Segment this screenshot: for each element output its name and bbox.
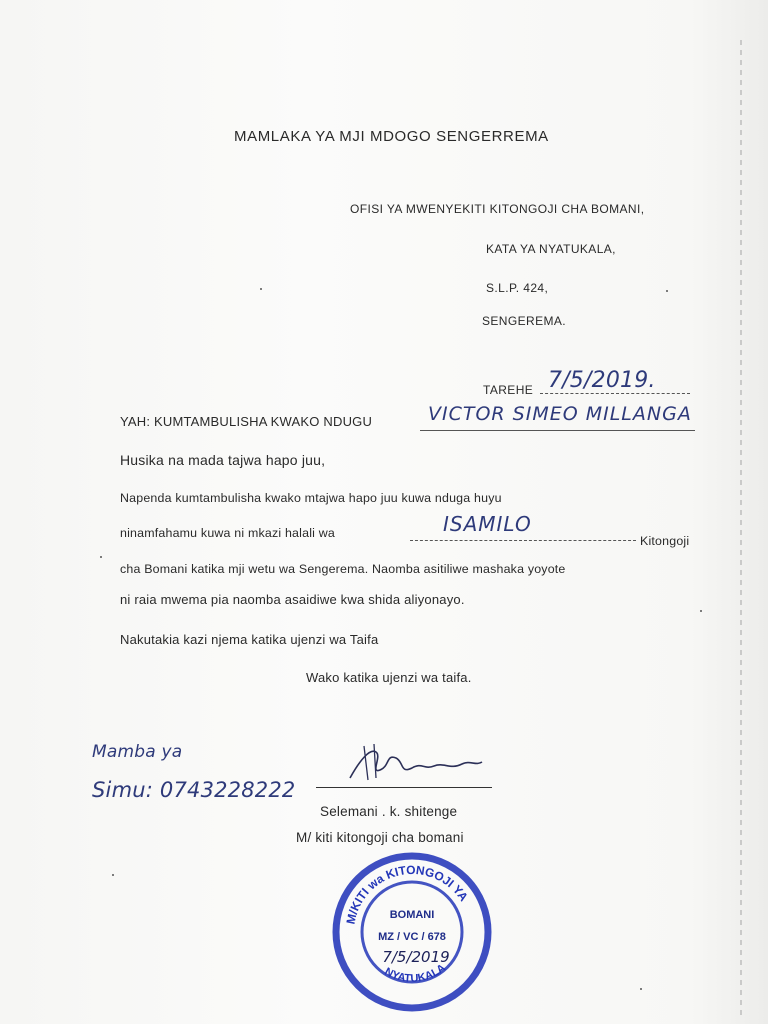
date-underline — [540, 393, 690, 394]
phone-label-handwritten: Mamba ya — [92, 742, 183, 762]
closing-text-1: Nakutakia kazi njema katika ujenzi wa Taifa — [120, 632, 379, 647]
stamp-bottom-text: NYATUKALA — [382, 961, 448, 985]
scan-speck — [700, 610, 702, 612]
scan-edge-border — [740, 40, 742, 1020]
signature-scribble — [340, 740, 490, 788]
stamp-date-handwritten: 7/5/2019 — [382, 948, 450, 966]
subject-name-handwritten: VICTOR SIMEO MILLANGA — [428, 403, 692, 425]
date-label: TAREHE — [483, 383, 534, 397]
scan-speck — [112, 874, 114, 876]
letter-title: MAMLAKA YA MJI MDOGO SENGERREMA — [234, 128, 549, 145]
body-line-4: ni raia mwema pia naomba asaidiwe kwa shida aliyonayo. — [120, 592, 465, 607]
stamp-line-2: MZ / VC / 678 — [378, 931, 446, 943]
address-line-ward: KATA YA NYATUKALA, — [486, 242, 616, 256]
signatory-title: M/ kiti kitongoji cha bomani — [296, 830, 464, 845]
address-line-town: SENGEREMA. — [482, 314, 567, 328]
greeting-text: Husika na mada tajwa hapo juu, — [120, 452, 326, 468]
body-line-1: Napenda kumtambulisha kwako mtajwa hapo juu kuwa nduga huyu — [120, 491, 502, 505]
stamp-line-1: BOMANI — [389, 909, 435, 921]
body-line-2-end: Kitongoji — [640, 534, 690, 548]
subject-label: YAH: KUMTAMBULISHA KWAKO NDUGU — [120, 414, 373, 429]
official-stamp — [332, 852, 492, 1012]
scan-speck — [666, 290, 668, 292]
scan-speck — [640, 988, 642, 990]
phone-number-handwritten: Simu: 0743228222 — [92, 778, 296, 802]
subject-underline — [420, 430, 695, 431]
stamp-ring-text: M/KITI wa KITONGOJI YA — [343, 862, 471, 926]
scan-speck — [100, 556, 102, 558]
address-line-pobox: S.L.P. 424, — [486, 281, 549, 295]
body-line-3: cha Bomani katika mji wetu wa Sengerema. Naomba asitiliwe mashaka yoyote — [120, 562, 566, 576]
closing-text-2: Wako katika ujenzi wa taifa. — [306, 670, 472, 685]
signatory-name: Selemani . k. shitenge — [320, 804, 458, 819]
date-value-handwritten: 7/5/2019. — [548, 368, 656, 393]
place-dotted-line — [410, 540, 636, 541]
body-line-2-start: ninamfahamu kuwa ni mkazi halali wa — [120, 526, 335, 540]
body-place-handwritten: ISAMILO — [443, 512, 532, 536]
signature-line — [316, 787, 492, 788]
address-line-office: OFISI YA MWENYEKITI KITONGOJI CHA BOMANI, — [350, 202, 645, 216]
scan-speck — [260, 288, 262, 290]
